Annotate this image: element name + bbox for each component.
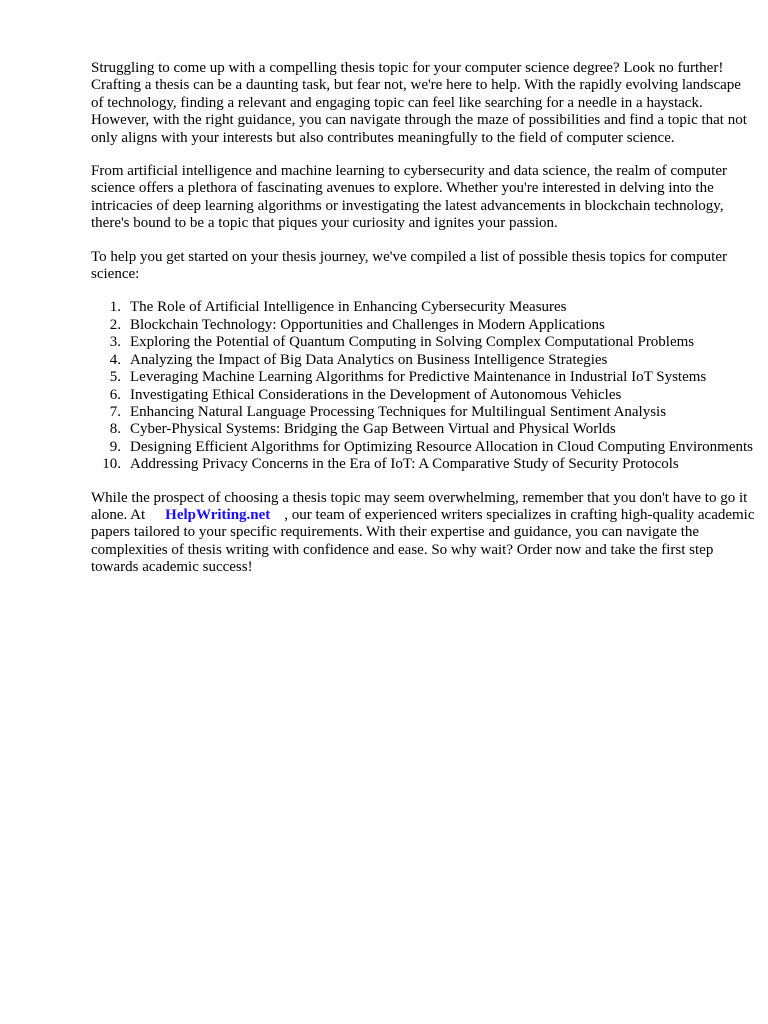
topic-item — [91, 299, 756, 316]
topic-item — [91, 317, 756, 334]
topic-number: 6. — [109, 386, 121, 403]
topic-text: Leveraging Machine Learning Algorithms for Predictive Maintenance in Industrial IoT Systems — [130, 369, 707, 386]
topic-text: Blockchain Technology: Opportunities and Challenges in Modern Applications — [130, 316, 605, 333]
topic-item — [91, 439, 756, 456]
topic-text: Designing Efficient Algorithms for Optimizing Resource Allocation in Cloud Computing Environments — [130, 438, 753, 455]
topic-item — [91, 334, 756, 351]
intro-paragraph: Struggling to come up with a compelling thesis topic for your computer science degree? Look no further! Crafting a thesis can be a daunting task, but fear not, we're here to help. With the rapidly evolving landscape of technology, finding a relevant and engaging topic can feel like searching for a needle in a haystack. However, with the right guidance, you can navigate through the maze of possibilities and find a topic that not only aligns with your interests but also contributes meaningfully to the field of computer science. — [91, 60, 747, 146]
topic-number: 1. — [109, 299, 121, 316]
topic-number: 10. — [102, 456, 121, 473]
topic-number: 9. — [109, 438, 121, 455]
helpwriting-link[interactable]: HelpWriting.net — [165, 506, 271, 523]
topic-number: 3. — [109, 334, 121, 351]
document-page — [91, 60, 756, 593]
topic-number: 7. — [109, 403, 121, 420]
topic-number: 2. — [109, 316, 121, 333]
topic-text: Addressing Privacy Concerns in the Era of IoT: A Comparative Study of Security Protocols — [130, 456, 679, 473]
closing-text-after-link: , our team of experienced writers specializes in crafting high-quality academic papers tailored to your specific requirements. With their expertise and guidance, you can navigate the complexities of thesis writing with confidence and ease. So why wait? Order now and take the first step towards academic success! — [91, 506, 755, 576]
topic-text: Analyzing the Impact of Big Data Analytics on Business Intelligence Strategies — [130, 351, 608, 368]
topic-number: 8. — [109, 421, 121, 438]
topic-item — [91, 456, 756, 473]
topic-text: Exploring the Potential of Quantum Computing in Solving Complex Computational Problems — [130, 334, 695, 351]
topic-item — [91, 369, 756, 386]
topic-text: Investigating Ethical Considerations in the Development of Autonomous Vehicles — [130, 386, 622, 403]
topic-number: 4. — [109, 351, 121, 368]
topic-item — [91, 387, 756, 404]
thesis-topics-list — [91, 299, 756, 473]
topic-item — [91, 352, 756, 369]
topic-text: Enhancing Natural Language Processing Techniques for Multilingual Sentiment Analysis — [130, 403, 667, 420]
closing-text-before-link: While the prospect of choosing a thesis topic may seem overwhelming, remember that you don't have to go it alone. At — [91, 489, 748, 523]
realm-paragraph: From artificial intelligence and machine learning to cybersecurity and data science, the realm of computer science offers a plethora of fascinating avenues to explore. Whether you're interested in delving into the intricacies of deep learning algorithms or investigating the latest advancements in blockchain technology, there's bound to be a topic that piques your curiosity and ignites your passion. — [91, 163, 727, 232]
topic-number: 5. — [109, 369, 121, 386]
topic-item — [91, 421, 756, 438]
list-intro-paragraph: To help you get started on your thesis journey, we've compiled a list of possible thesis topics for computer science: — [91, 248, 727, 283]
topic-item — [91, 404, 756, 421]
topic-text: The Role of Artificial Intelligence in Enhancing Cybersecurity Measures — [130, 299, 567, 316]
topic-text: Cyber-Physical Systems: Bridging the Gap Between Virtual and Physical Worlds — [130, 421, 616, 438]
closing-paragraph — [91, 490, 756, 577]
